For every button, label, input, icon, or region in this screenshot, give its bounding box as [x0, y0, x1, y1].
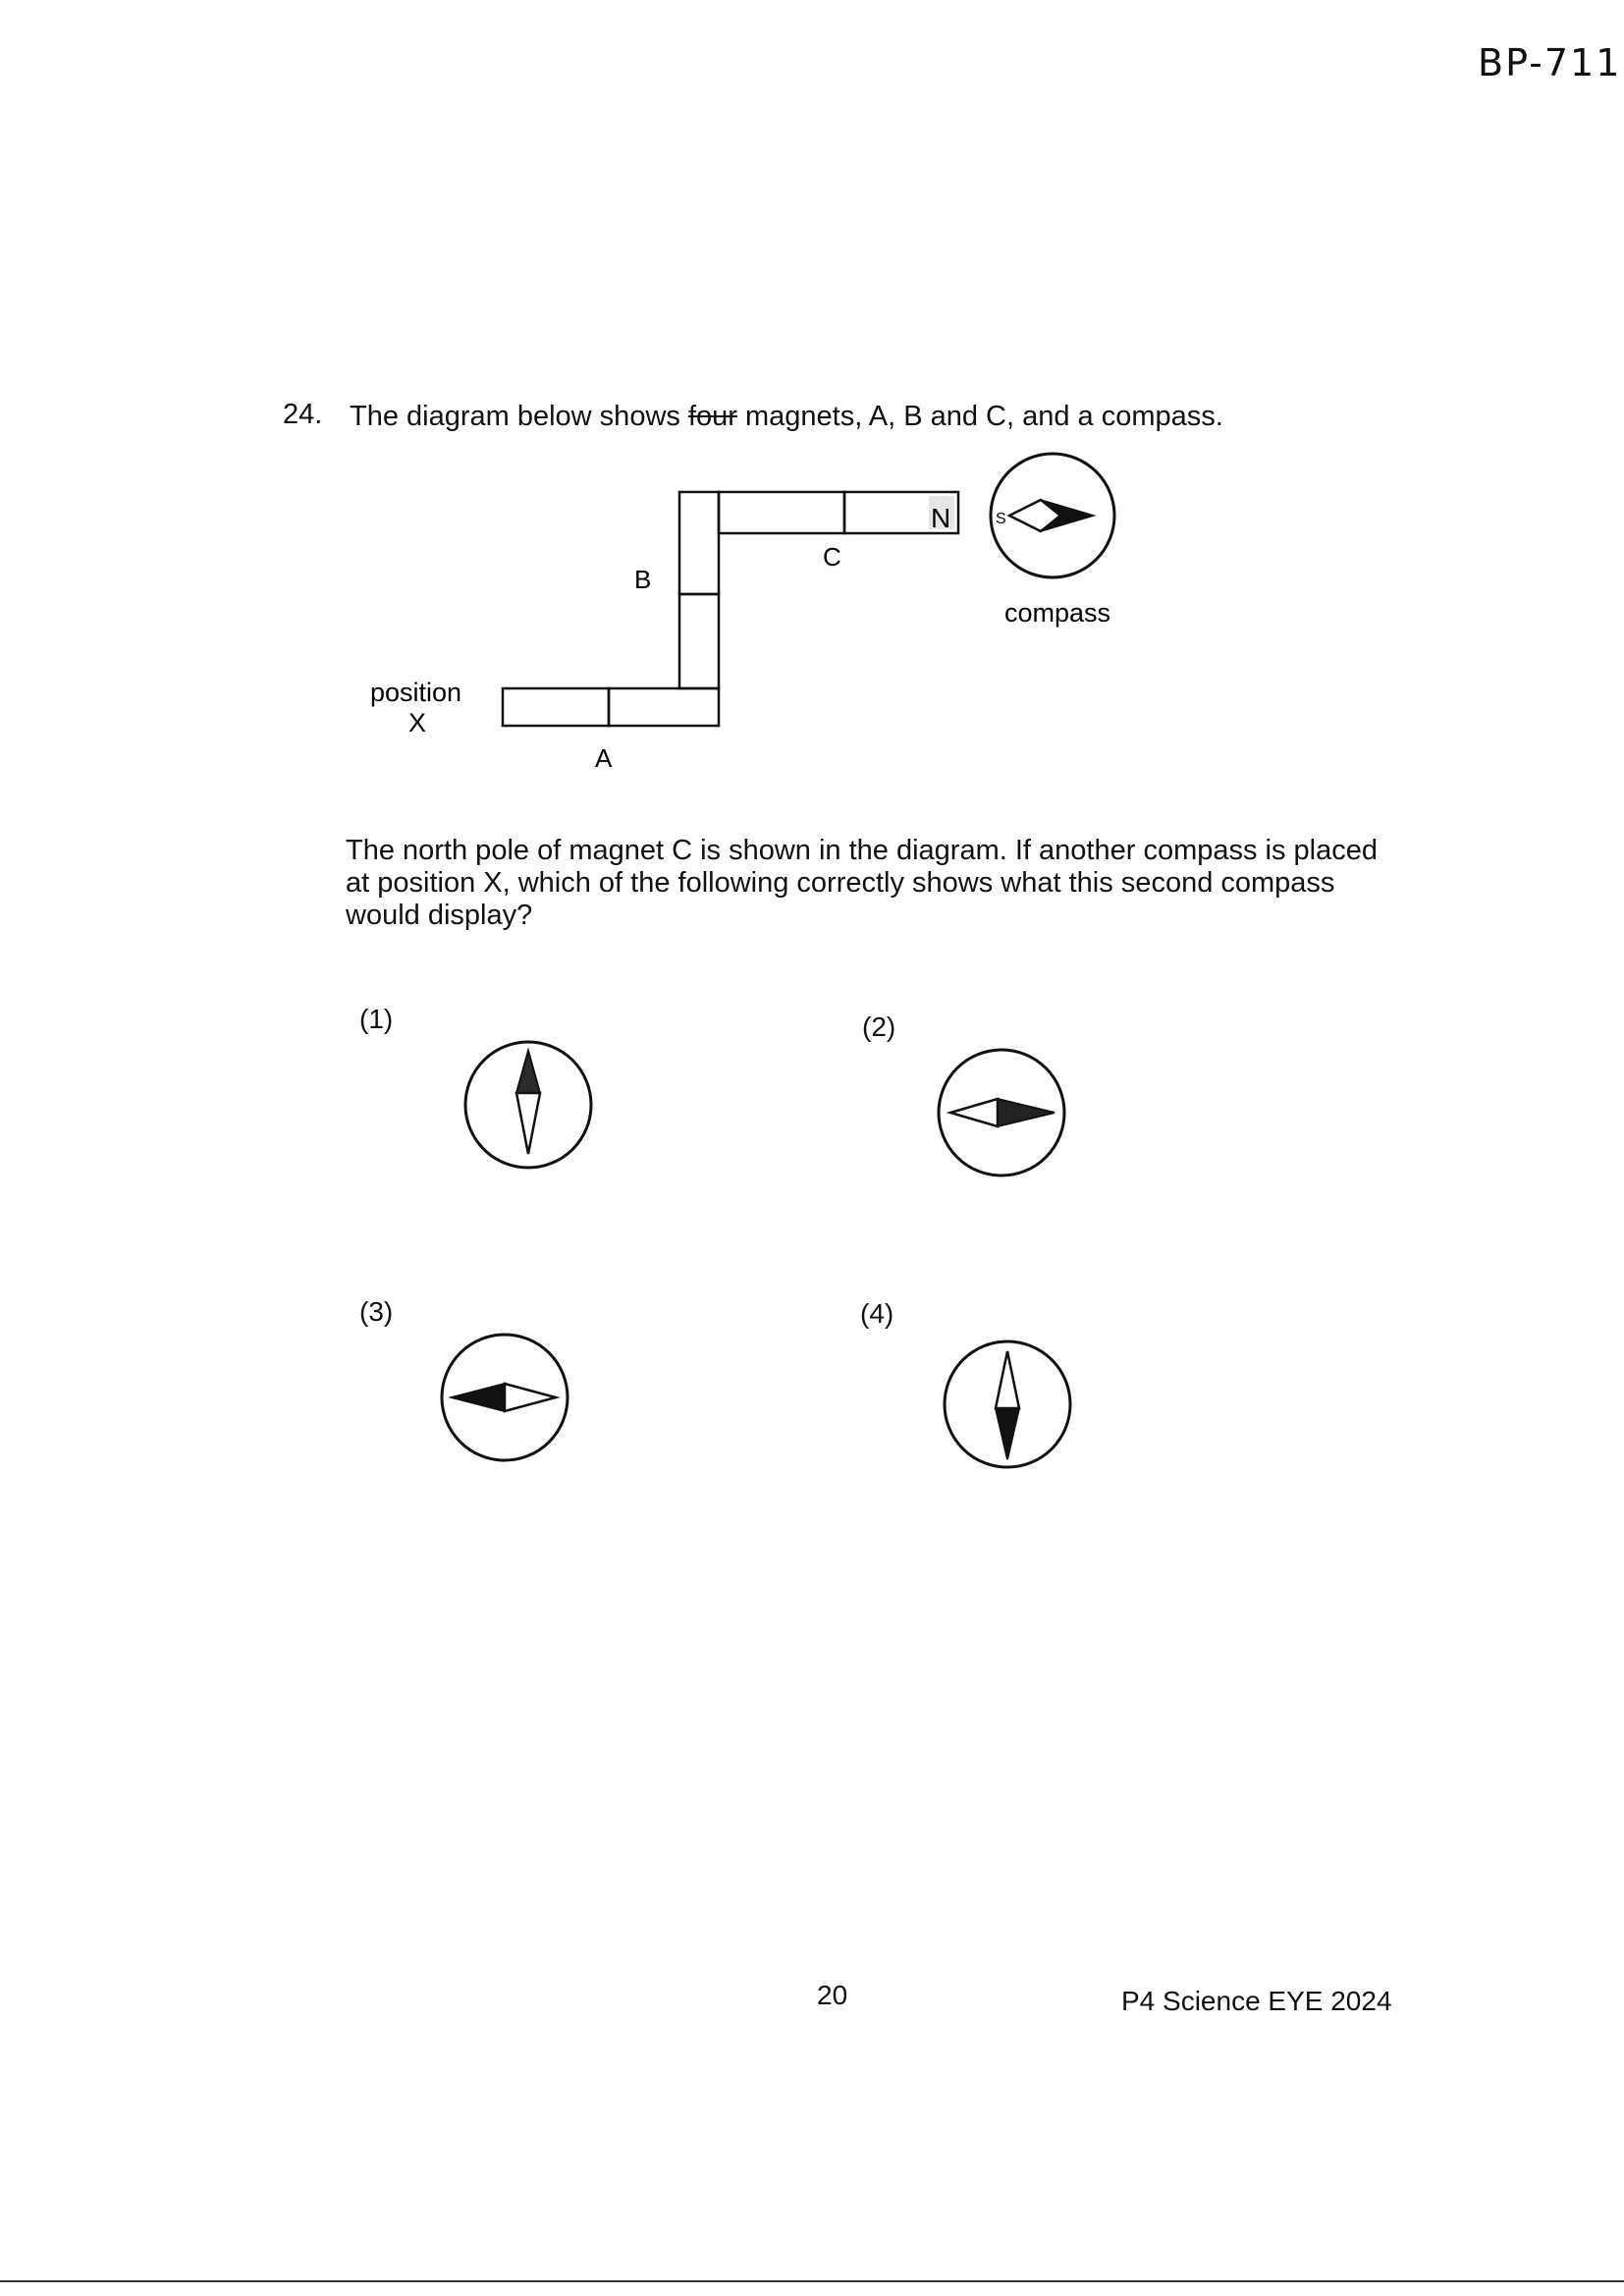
- position-label-line1: position: [370, 678, 462, 707]
- magnet-c: [719, 492, 958, 533]
- option-3-compass-icon[interactable]: [436, 1329, 573, 1466]
- compass-label: compass: [1004, 598, 1111, 628]
- position-label-line2: X: [408, 708, 427, 738]
- magnet-a-label: A: [595, 743, 613, 773]
- question-intro-start: The diagram below shows: [350, 401, 688, 432]
- option-2-label: (2): [862, 1011, 896, 1042]
- compass-s-label: S: [996, 511, 1006, 527]
- question-number: 24.: [283, 399, 323, 430]
- compass-icon: [991, 454, 1114, 577]
- page-number: 20: [817, 1980, 848, 2010]
- north-pole-label: N: [931, 503, 951, 533]
- struck-word: four: [687, 401, 737, 432]
- option-3-label: (3): [359, 1296, 394, 1327]
- option-4-label: (4): [860, 1298, 894, 1329]
- magnet-b-label: B: [634, 565, 652, 594]
- magnet-c-label: C: [823, 542, 841, 572]
- bottom-rule: [0, 2280, 1624, 2282]
- question-body: The north pole of magnet C is shown in the diagram. If another compass is placed at position X, which of the following correctly shows what this second compass would display?: [346, 835, 1379, 931]
- option-1-label: (1): [359, 1004, 394, 1034]
- option-2-compass-icon[interactable]: [933, 1044, 1070, 1181]
- option-1-compass-icon[interactable]: [460, 1036, 597, 1174]
- footer-title: P4 Science EYE 2024: [1121, 1986, 1392, 2016]
- question-intro-end: magnets, A, B and C, and a compass.: [736, 401, 1223, 432]
- document-code: BP-711: [1478, 41, 1622, 84]
- magnet-diagram: [353, 437, 1139, 791]
- question-intro: [350, 401, 1223, 433]
- option-4-compass-icon[interactable]: [939, 1336, 1076, 1473]
- magnet-a: [503, 688, 719, 726]
- magnet-b: [679, 492, 719, 688]
